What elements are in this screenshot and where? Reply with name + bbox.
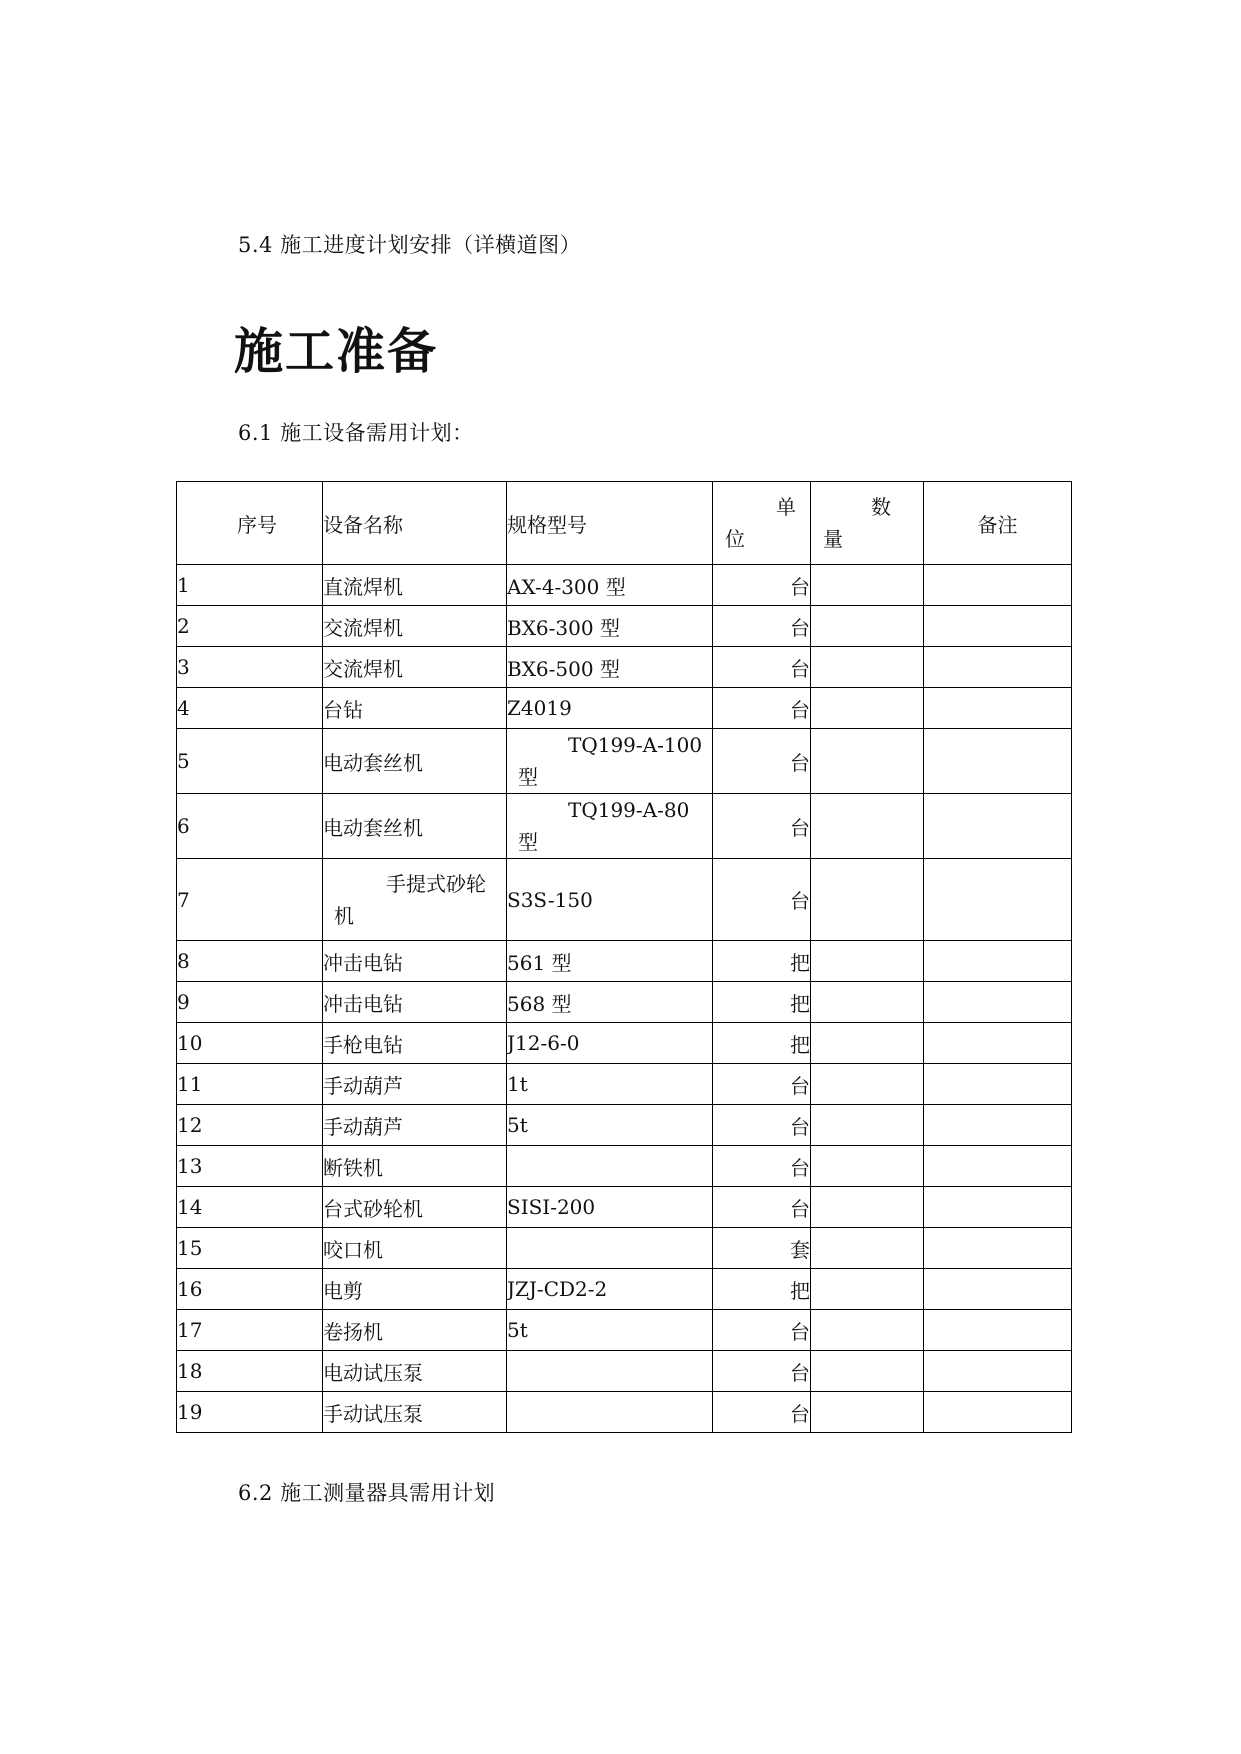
cell-specification: AX-4-300 型 xyxy=(507,565,713,606)
header-quantity-line2: 量 xyxy=(823,527,843,551)
cell-specification xyxy=(507,1351,713,1392)
cell-equipment-name: 咬口机 xyxy=(323,1228,507,1269)
cell-quantity xyxy=(811,1023,924,1064)
cell-remarks xyxy=(924,859,1072,941)
cell-index: 17 xyxy=(177,1310,323,1351)
cell-unit: 台 xyxy=(713,647,811,688)
cell-specification xyxy=(507,1228,713,1269)
cell-equipment-name: 卷扬机 xyxy=(323,1310,507,1351)
table-row xyxy=(177,859,1072,941)
header-specification: 规格型号 xyxy=(507,482,713,565)
cell-index: 1 xyxy=(177,565,323,606)
table-row xyxy=(177,982,1072,1023)
table-header-row xyxy=(177,482,1072,565)
cell-unit: 台 xyxy=(713,1392,811,1433)
cell-quantity xyxy=(811,1351,924,1392)
cell-quantity xyxy=(811,1228,924,1269)
cell-specification: Z4019 xyxy=(507,688,713,729)
cell-index: 19 xyxy=(177,1392,323,1433)
equipment-table xyxy=(176,481,1072,1433)
header-equipment-name: 设备名称 xyxy=(323,482,507,565)
cell-quantity xyxy=(811,1105,924,1146)
table-row xyxy=(177,1064,1072,1105)
cell-unit: 台 xyxy=(713,1351,811,1392)
cell-equipment-name: 手动葫芦 xyxy=(323,1064,507,1105)
cell-quantity xyxy=(811,565,924,606)
cell-specification-line1: TQ199-A-100 xyxy=(568,733,703,757)
cell-index: 18 xyxy=(177,1351,323,1392)
cell-specification: 5t xyxy=(507,1310,713,1351)
cell-equipment-name: 手动葫芦 xyxy=(323,1105,507,1146)
section-6-1-text: 6.1 施工设备需用计划： xyxy=(238,421,474,445)
table-row xyxy=(177,1392,1072,1433)
cell-index: 16 xyxy=(177,1269,323,1310)
cell-remarks xyxy=(924,1023,1072,1064)
cell-unit: 台 xyxy=(713,606,811,647)
cell-unit: 台 xyxy=(713,1310,811,1351)
cell-remarks xyxy=(924,1105,1072,1146)
cell-remarks xyxy=(924,1310,1072,1351)
cell-unit: 台 xyxy=(713,1105,811,1146)
cell-index: 7 xyxy=(177,859,323,941)
cell-remarks xyxy=(924,794,1072,859)
cell-index: 6 xyxy=(177,794,323,859)
section-5-4-text: 5.4 施工进度计划安排（详横道图） xyxy=(238,233,582,257)
table-row xyxy=(177,606,1072,647)
cell-equipment-name: 台钻 xyxy=(323,688,507,729)
cell-equipment-name: 冲击电钻 xyxy=(323,941,507,982)
cell-unit: 套 xyxy=(713,1228,811,1269)
cell-index: 11 xyxy=(177,1064,323,1105)
cell-unit: 把 xyxy=(713,1023,811,1064)
header-quantity xyxy=(811,482,924,565)
table-row xyxy=(177,1228,1072,1269)
cell-index: 13 xyxy=(177,1146,323,1187)
table-row xyxy=(177,1105,1072,1146)
cell-index: 12 xyxy=(177,1105,323,1146)
cell-specification: SISI-200 xyxy=(507,1187,713,1228)
cell-quantity xyxy=(811,1146,924,1187)
cell-equipment-name: 交流焊机 xyxy=(323,606,507,647)
cell-remarks xyxy=(924,941,1072,982)
header-remarks: 备注 xyxy=(924,482,1072,565)
cell-remarks xyxy=(924,688,1072,729)
cell-equipment-name: 冲击电钻 xyxy=(323,982,507,1023)
cell-quantity xyxy=(811,794,924,859)
cell-remarks xyxy=(924,1187,1072,1228)
table-row xyxy=(177,1310,1072,1351)
cell-index: 14 xyxy=(177,1187,323,1228)
cell-remarks xyxy=(924,729,1072,794)
cell-specification: J12-6-0 xyxy=(507,1023,713,1064)
cell-equipment-name: 台式砂轮机 xyxy=(323,1187,507,1228)
cell-specification-line1: TQ199-A-80 xyxy=(568,798,690,822)
cell-equipment-name: 交流焊机 xyxy=(323,647,507,688)
header-unit-line1: 单 xyxy=(776,495,796,519)
cell-equipment-name: 手动试压泵 xyxy=(323,1392,507,1433)
cell-index: 15 xyxy=(177,1228,323,1269)
cell-quantity xyxy=(811,1269,924,1310)
cell-quantity xyxy=(811,1310,924,1351)
cell-specification-line2: 型 xyxy=(518,830,538,854)
cell-remarks xyxy=(924,606,1072,647)
cell-unit: 台 xyxy=(713,1187,811,1228)
cell-quantity xyxy=(811,1187,924,1228)
cell-specification: S3S-150 xyxy=(507,859,713,941)
cell-specification: 1t xyxy=(507,1064,713,1105)
header-unit xyxy=(713,482,811,565)
cell-equipment-name: 电动套丝机 xyxy=(323,794,507,859)
cell-specification xyxy=(507,1146,713,1187)
cell-remarks xyxy=(924,982,1072,1023)
cell-specification xyxy=(507,794,713,859)
cell-specification-line2: 型 xyxy=(518,765,538,789)
cell-specification: BX6-300 型 xyxy=(507,606,713,647)
cell-specification: BX6-500 型 xyxy=(507,647,713,688)
table-row xyxy=(177,1351,1072,1392)
table-row xyxy=(177,1187,1072,1228)
cell-quantity xyxy=(811,859,924,941)
table-row xyxy=(177,941,1072,982)
cell-index: 10 xyxy=(177,1023,323,1064)
table-row xyxy=(177,647,1072,688)
cell-quantity xyxy=(811,982,924,1023)
cell-equipment-name: 手枪电钻 xyxy=(323,1023,507,1064)
cell-quantity xyxy=(811,729,924,794)
chapter-heading: 施工准备 xyxy=(234,323,439,380)
table-row xyxy=(177,1269,1072,1310)
cell-quantity xyxy=(811,941,924,982)
cell-equipment-name-line2: 机 xyxy=(334,903,354,928)
cell-quantity xyxy=(811,1392,924,1433)
cell-equipment-name: 断铁机 xyxy=(323,1146,507,1187)
table-row xyxy=(177,688,1072,729)
cell-index: 8 xyxy=(177,941,323,982)
cell-remarks xyxy=(924,1269,1072,1310)
cell-quantity xyxy=(811,688,924,729)
cell-index: 9 xyxy=(177,982,323,1023)
cell-remarks xyxy=(924,1064,1072,1105)
cell-remarks xyxy=(924,565,1072,606)
cell-unit: 把 xyxy=(713,982,811,1023)
cell-unit: 台 xyxy=(713,688,811,729)
header-unit-line2: 位 xyxy=(725,527,745,551)
cell-unit: 台 xyxy=(713,1064,811,1105)
cell-specification: JZJ-CD2-2 xyxy=(507,1269,713,1310)
table-row xyxy=(177,794,1072,859)
cell-quantity xyxy=(811,606,924,647)
section-6-2-text: 6.2 施工测量器具需用计划 xyxy=(238,1481,496,1505)
table-row xyxy=(177,729,1072,794)
cell-unit: 把 xyxy=(713,941,811,982)
cell-equipment-name: 直流焊机 xyxy=(323,565,507,606)
cell-remarks xyxy=(924,1228,1072,1269)
cell-equipment-name: 电动套丝机 xyxy=(323,729,507,794)
cell-quantity xyxy=(811,647,924,688)
cell-equipment-name: 电动试压泵 xyxy=(323,1351,507,1392)
cell-unit: 台 xyxy=(713,729,811,794)
table-row xyxy=(177,1146,1072,1187)
header-quantity-line1: 数 xyxy=(871,495,891,519)
cell-specification: 561 型 xyxy=(507,941,713,982)
cell-remarks xyxy=(924,1392,1072,1433)
cell-unit: 台 xyxy=(713,565,811,606)
cell-index: 3 xyxy=(177,647,323,688)
cell-quantity xyxy=(811,1064,924,1105)
header-index: 序号 xyxy=(177,482,323,565)
cell-equipment-name: 电剪 xyxy=(323,1269,507,1310)
cell-index: 4 xyxy=(177,688,323,729)
cell-specification: 568 型 xyxy=(507,982,713,1023)
cell-remarks xyxy=(924,647,1072,688)
table-row xyxy=(177,1023,1072,1064)
cell-index: 2 xyxy=(177,606,323,647)
table-row xyxy=(177,565,1072,606)
cell-unit: 把 xyxy=(713,1269,811,1310)
cell-specification xyxy=(507,1392,713,1433)
cell-unit: 台 xyxy=(713,859,811,941)
cell-unit: 台 xyxy=(713,1146,811,1187)
cell-index: 5 xyxy=(177,729,323,794)
cell-unit: 台 xyxy=(713,794,811,859)
cell-equipment-name xyxy=(323,859,507,941)
cell-specification: 5t xyxy=(507,1105,713,1146)
cell-remarks xyxy=(924,1351,1072,1392)
cell-remarks xyxy=(924,1146,1072,1187)
cell-specification xyxy=(507,729,713,794)
cell-equipment-name-line1: 手提式砂轮 xyxy=(386,871,486,896)
